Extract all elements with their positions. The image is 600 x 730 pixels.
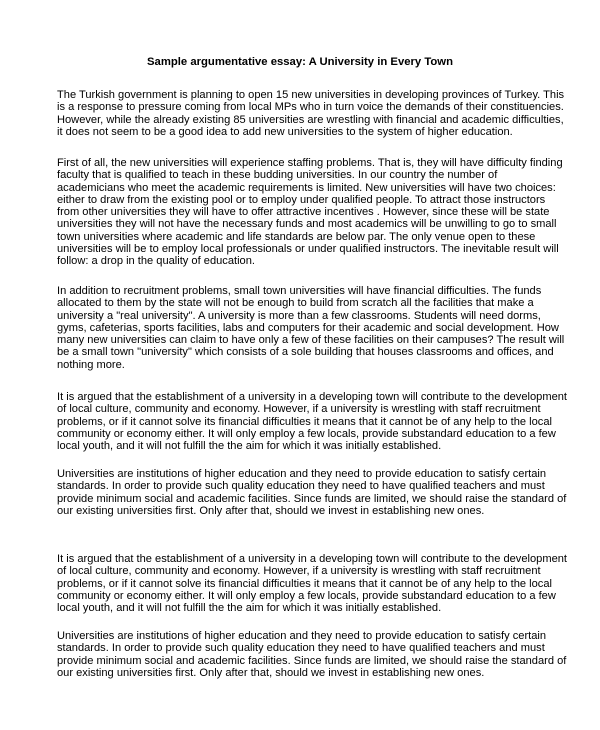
text-line: Universities are institutions of higher education and they need to provide education to satisfy certain xyxy=(57,630,547,642)
text-line: of local culture, community and economy. However, if a university is wrestling with staff recruitment xyxy=(57,403,541,416)
text-line: provide minimum social and academic facilities. Since funds are limited, we should raise the standard of xyxy=(57,492,567,505)
text-line: It is argued that the establishment of a university in a developing town will contribute to the development xyxy=(57,391,567,403)
text-line: from other universities they will have to offer attractive incentives . However, since these will be state xyxy=(57,206,550,218)
text-line: it does not seem to be a good idea to add new universities to the system of higher education. xyxy=(57,125,513,138)
paragraph-staffing xyxy=(57,157,577,267)
text-line: community or economy either. It will only employ a few locals, provide substandard education to a few xyxy=(57,589,556,602)
paragraph-conclusion xyxy=(57,468,577,517)
text-line: problems, or if it cannot solve its financial difficulties it means that it cannot be of any help to the local xyxy=(57,577,552,590)
text-line: standards. In order to provide such quality education they need to have qualified teachers and must xyxy=(57,642,545,655)
text-line: However, while the already existing 85 universities are wrestling with financial and academic difficulties, xyxy=(57,113,564,126)
text-line: nothing more. xyxy=(57,358,125,371)
text-line: our existing universities first. Only after that, should we invest in establishing new ones. xyxy=(57,504,485,517)
text-line: local youth, and it will not fulfill the the aim for which it was initially established. xyxy=(57,440,442,452)
text-line: universities will be to employ local professionals or under qualified instructors. The inevitable result will xyxy=(57,242,559,255)
paragraph-financial xyxy=(57,285,577,371)
text-line: In addition to recruitment problems, small town universities will have financial difficulties. The funds xyxy=(57,285,542,297)
paragraph-intro xyxy=(57,89,577,138)
text-line: gyms, cafeterias, sports facilities, labs and computers for their academic and social development. How xyxy=(57,321,559,334)
text-line: is a response to pressure coming from local MPs who in turn voice the demands of their constituencies. xyxy=(57,101,564,114)
paragraph-counterargument-repeat xyxy=(57,553,577,614)
text-line: allocated to them by the state will not be enough to build from scratch all the facilities that make a xyxy=(57,297,534,310)
text-line: Universities are institutions of higher education and they need to provide education to satisfy certain xyxy=(57,468,547,480)
text-line: It is argued that the establishment of a university in a developing town will contribute to the development xyxy=(57,553,567,565)
paragraph-conclusion-repeat xyxy=(57,630,577,679)
text-line: The Turkish government is planning to open 15 new universities in developing provinces of Turkey. This xyxy=(57,89,565,101)
text-line: local youth, and it will not fulfill the the aim for which it was initially established. xyxy=(57,602,442,614)
text-line: community or economy either. It will only employ a few locals, provide substandard education to a few xyxy=(57,427,556,440)
text-line: of local culture, community and economy. However, if a university is wrestling with staff recruitment xyxy=(57,565,541,578)
text-line: be a small town "university" which consists of a sole building that houses classrooms and offices, and xyxy=(57,346,554,359)
text-line: follow: a drop in the quality of education. xyxy=(57,255,255,267)
text-line: university a "real university". A university is more than a few classrooms. Students will need dorms, xyxy=(57,309,541,322)
text-line: standards. In order to provide such quality education they need to have qualified teachers and must xyxy=(57,480,545,493)
document-title: Sample argumentative essay: A University in Every Town xyxy=(147,56,453,68)
text-line: First of all, the new universities will experience staffing problems. That is, they will have difficulty finding xyxy=(57,157,563,169)
paragraph-counterargument xyxy=(57,391,577,452)
text-line: faculty that is qualified to teach in these budding universities. In our country the number of xyxy=(57,169,498,182)
text-line: many new universities can claim to have only a few of these facilities on their campuses? The result will xyxy=(57,334,565,346)
text-line: problems, or if it cannot solve its financial difficulties it means that it cannot be of any help to the local xyxy=(57,415,552,428)
text-line: academicians who meet the academic requirements is limited. New universities will have two choices: xyxy=(57,181,556,194)
text-line: either to draw from the existing pool or to employ under qualified people. To attract those instructors xyxy=(57,193,546,206)
text-line: town universities where academic and life standards are below par. The only venue open to these xyxy=(57,230,536,243)
text-line: our existing universities first. Only after that, should we invest in establishing new ones. xyxy=(57,666,485,679)
text-line: universities they will not have the necessary funds and most academics will be unwilling to go to small xyxy=(57,218,557,231)
text-line: provide minimum social and academic facilities. Since funds are limited, we should raise the standard of xyxy=(57,654,567,667)
